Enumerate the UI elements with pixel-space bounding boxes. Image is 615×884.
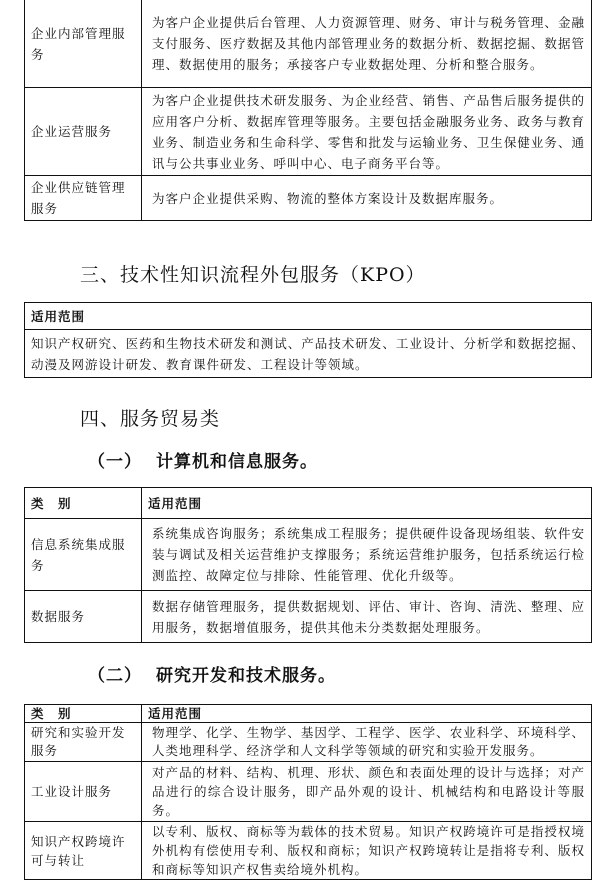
- table-row: [25, 723, 592, 762]
- description-cell: 为客户企业提供技术研发服务、为企业经营、销售、产品售后服务提供的应用客户分析、数据库管理等服务。主要包括金融服务业务、政务与教育业务、制造业务和生命科学、零售和批发与运输业务、卫生保健业务、通讯与公共事业业务、呼叫中心、电子商务平台等。: [142, 88, 592, 176]
- category-cell: 工业设计服务: [25, 762, 142, 822]
- table-row: [25, 0, 592, 88]
- column-header: 适用范围: [25, 303, 592, 330]
- table-header-row: [25, 488, 592, 519]
- rd-tech-services-table: [24, 704, 592, 880]
- description-cell: 为客户企业提供采购、物流的整体方案设计及数据库服务。: [142, 176, 592, 221]
- section-heading-kpo: 三、技术性知识流程外包服务（KPO）: [80, 264, 426, 286]
- column-header: 类 别: [25, 488, 142, 519]
- subsection-number: （一）: [88, 452, 142, 472]
- column-header: 类 别: [25, 705, 142, 723]
- category-cell: 企业运营服务: [25, 88, 142, 176]
- table-row: [25, 822, 592, 880]
- enterprise-services-table: [24, 0, 592, 221]
- computer-info-services-table: [24, 487, 592, 643]
- section-heading-trade: 四、服务贸易类: [80, 408, 221, 430]
- kpo-table: [24, 302, 592, 378]
- category-cell: 数据服务: [25, 591, 142, 643]
- description-cell: 物理学、化学、生物学、基因学、工程学、医学、农业科学、环境科学、人类地理科学、经济学和人文科学等领域的研究和实验开发服务。: [142, 723, 592, 762]
- description-cell: 以专利、版权、商标等为载体的技术贸易。知识产权跨境许可是指授权境外机构有偿使用专利、版权和商标；知识产权跨境转让是指将专利、版权和商标等知识产权售卖给境外机构。: [142, 822, 592, 880]
- column-header: 适用范围: [142, 488, 592, 519]
- subsection-heading: [88, 661, 336, 686]
- table-row: [25, 330, 592, 378]
- category-cell: 研究和实验开发服务: [25, 723, 142, 762]
- description-cell: 系统集成咨询服务；系统集成工程服务；提供硬件设备现场组装、软件安装与调试及相关运营维护支撑服务；系统运营维护服务，包括系统运行检测监控、故障定位与排除、性能管理、优化升级等。: [142, 519, 592, 591]
- subsection-title: 计算机和信息服务。: [156, 452, 318, 472]
- table-row: [25, 88, 592, 176]
- table-row: [25, 591, 592, 643]
- table-header-row: [25, 303, 592, 330]
- table-row: [25, 176, 592, 221]
- description-cell: 对产品的材料、结构、机理、形状、颜色和表面处理的设计与选择；对产品进行的综合设计服务，即产品外观的设计、机械结构和电路设计等服务。: [142, 762, 592, 822]
- table-row: [25, 519, 592, 591]
- subsection-heading: [88, 447, 318, 472]
- column-header: 适用范围: [142, 705, 592, 723]
- description-cell: 知识产权研究、医药和生物技术研发和测试、产品技术研发、工业设计、分析学和数据挖掘、动漫及网游设计研发、教育课件研发、工程设计等领域。: [25, 330, 592, 378]
- category-cell: 企业内部管理服务: [25, 0, 142, 88]
- category-cell: 知识产权跨境许可与转让: [25, 822, 142, 880]
- subsection-title: 研究开发和技术服务。: [156, 666, 336, 686]
- description-cell: 数据存储管理服务，提供数据规划、评估、审计、咨询、清洗、整理、应用服务，数据增值服务，提供其他未分类数据处理服务。: [142, 591, 592, 643]
- category-cell: 企业供应链管理服务: [25, 176, 142, 221]
- description-cell: 为客户企业提供后台管理、人力资源管理、财务、审计与税务管理、金融支付服务、医疗数据及其他内部管理业务的数据分析、数据挖掘、数据管理、数据使用的服务；承接客户专业数据处理、分析和整合服务。: [142, 0, 592, 88]
- table-header-row: [25, 705, 592, 723]
- category-cell: 信息系统集成服务: [25, 519, 142, 591]
- table-row: [25, 762, 592, 822]
- subsection-number: （二）: [88, 666, 142, 686]
